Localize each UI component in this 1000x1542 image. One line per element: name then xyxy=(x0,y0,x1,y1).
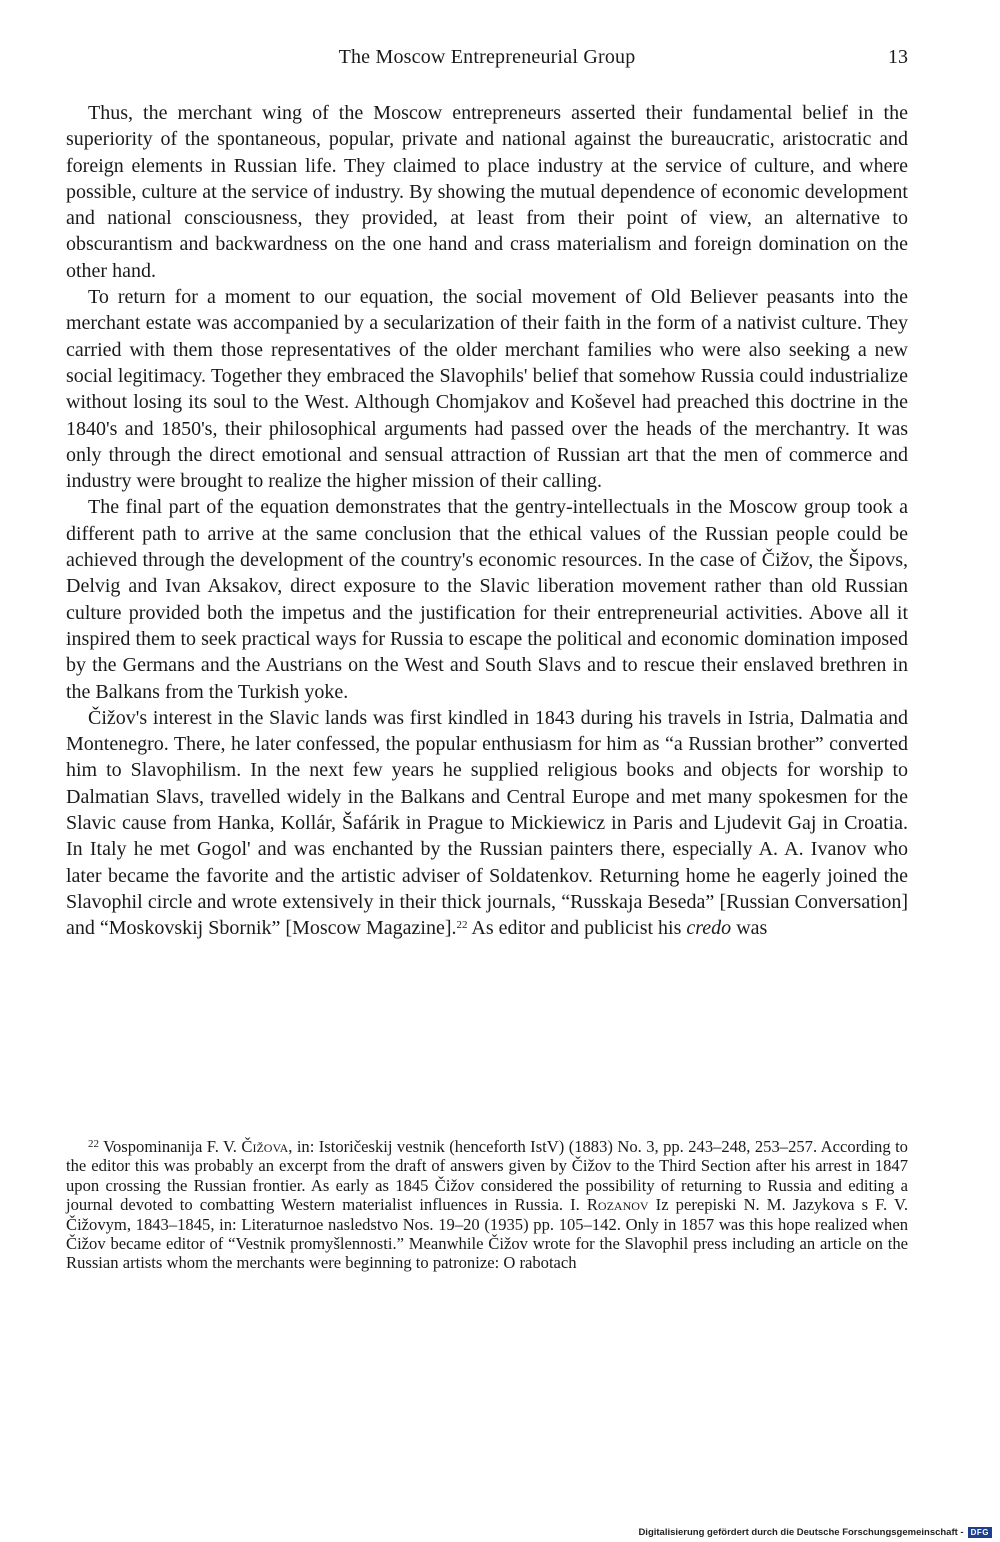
page-header xyxy=(66,46,908,76)
dfg-logo-icon: DFG xyxy=(968,1527,992,1538)
footnote-22-part-b: , in: Istoričeskij vestnik (henceforth IstV) (1883) No. 3, pp. 243–248, 253–257. According to the editor this was probably an excerpt from the draft of answers given by Čižov to the Third Section after his arrest in 1847 upon crossing the Russian frontier. As early as 1845 Čižov considered the possibility of returning to Russia and editing a journal devoted to combatting Western materialist influences in Russia. I. xyxy=(66,1137,908,1215)
paragraph-3: The final part of the equation demonstrates that the gentry-intellectuals in the Moscow group took a different path to arrive at the same conclusion that the ethical values of the Russian people could be achieved through the development of the country's economic resources. In the case of Čižov, the Šipovs, Delvig and Ivan Aksakov, direct exposure to the Slavic liberation movement rather than old Russian culture provided both the impetus and the justification for their entrepreneurial activities. Above all it inspired them to seek practical ways for Russia to escape the political and economic domination imposed by the Germans and the Austrians on the West and South Slavs and to rescue their enslaved brethren in the Balkans from the Turkish yoke. xyxy=(66,496,908,703)
footnote-22-marker: 22 xyxy=(88,1138,99,1150)
page-number: 13 xyxy=(888,46,908,68)
paragraph-4 xyxy=(66,705,908,942)
paragraph-2: To return for a moment to our equation, the social movement of Old Believer peasants into the merchant estate was accompanied by a secularization of their faith in the form of a nativist culture. They carried with them those representatives of the older merchant families who were also seeking a new social legitimacy. Together they embraced the Slavophils' belief that somehow Russia could industrialize without losing its soul to the West. Although Chomjakov and Koševel had preached this doctrine in the 1840's and 1850's, their philosophical arguments had passed over the heads of the merchantry. It was only through the direct emotional and sensual attraction of Russian art that the men of commerce and industry were brought to realize the higher mission of their calling. xyxy=(66,286,908,493)
credit-text: Digitalisierung gefördert durch die Deutsche Forschungsgemeinschaft - xyxy=(638,1527,964,1538)
digitization-credit xyxy=(638,1527,992,1538)
paragraph-4-tail: As editor and publicist his xyxy=(467,917,687,940)
footnote-ref-22[interactable]: 22 xyxy=(456,919,468,932)
running-title: The Moscow Entrepreneurial Group xyxy=(338,46,636,68)
footnote-22-author-1: Čižova xyxy=(241,1137,289,1156)
footnote-22 xyxy=(66,1135,908,1273)
footnote-22-part-a: Vospominanija F. V. xyxy=(99,1137,242,1156)
paragraph-4-tail-end: was xyxy=(731,917,768,940)
footnote-22-author-2: Rozanov xyxy=(586,1195,649,1215)
paragraph-1: Thus, the merchant wing of the Moscow entrepreneurs asserted their fundamental belief in the superiority of the spontaneous, popular, private and national against the bureaucratic, aristocratic and foreign elements in Russian life. They claimed to place industry at the service of culture, and where possible, culture at the service of industry. By showing the mutual dependence of economic development and national consciousness, they provided, at least from their point of view, an alternative to obscurantism and backwardness on the one hand and crass materialism and foreign domination on the other hand. xyxy=(66,102,908,282)
footnotes xyxy=(66,1135,908,1273)
credo-italic: credo xyxy=(686,917,732,940)
footnote-22-part-c: Iz perepiski N. M. Jazykova s F. V. Čižovym, 1843–1845, in: Literaturnoe nasledstvo Nos. 19–20 (1935) pp. 105–142. Only in 1857 was this hope realized when Čižov became editor of “Vestnik promyšlennosti.” Meanwhile Čižov wrote for the Slavophil press including an article on the Russian artists whom the merchants were beginning to patronize: O rabotach xyxy=(66,1195,908,1273)
paragraph-4-text: Čižov's interest in the Slavic lands was first kindled in 1843 during his travels in Istria, Dalmatia and Montenegro. There, he later confessed, the popular enthusiasm for him as “a Russian brother” converted him to Slavophilism. In the next few years he supplied religious books and objects for worship to Dalmatian Slavs, travelled widely in the Balkans and Central Europe and met many spokesmen for the Slavic cause from Hanka, Kollár, Šafárik in Prague to Mickiewicz in Paris and Ljudevit Gaj in Croatia. In Italy he met Gogol' and was enchanted by the Russian painters there, especially A. A. Ivanov who later became the favorite and the artistic adviser of Soldatenkov. Returning home he eagerly joined the Slavophil circle and wrote extensively in their thick journals, “Russkaja Beseda” [Russian Conversation] and “Moskovskij Sbornik” [Moscow Magazine]. xyxy=(66,706,908,940)
main-text xyxy=(66,100,908,942)
